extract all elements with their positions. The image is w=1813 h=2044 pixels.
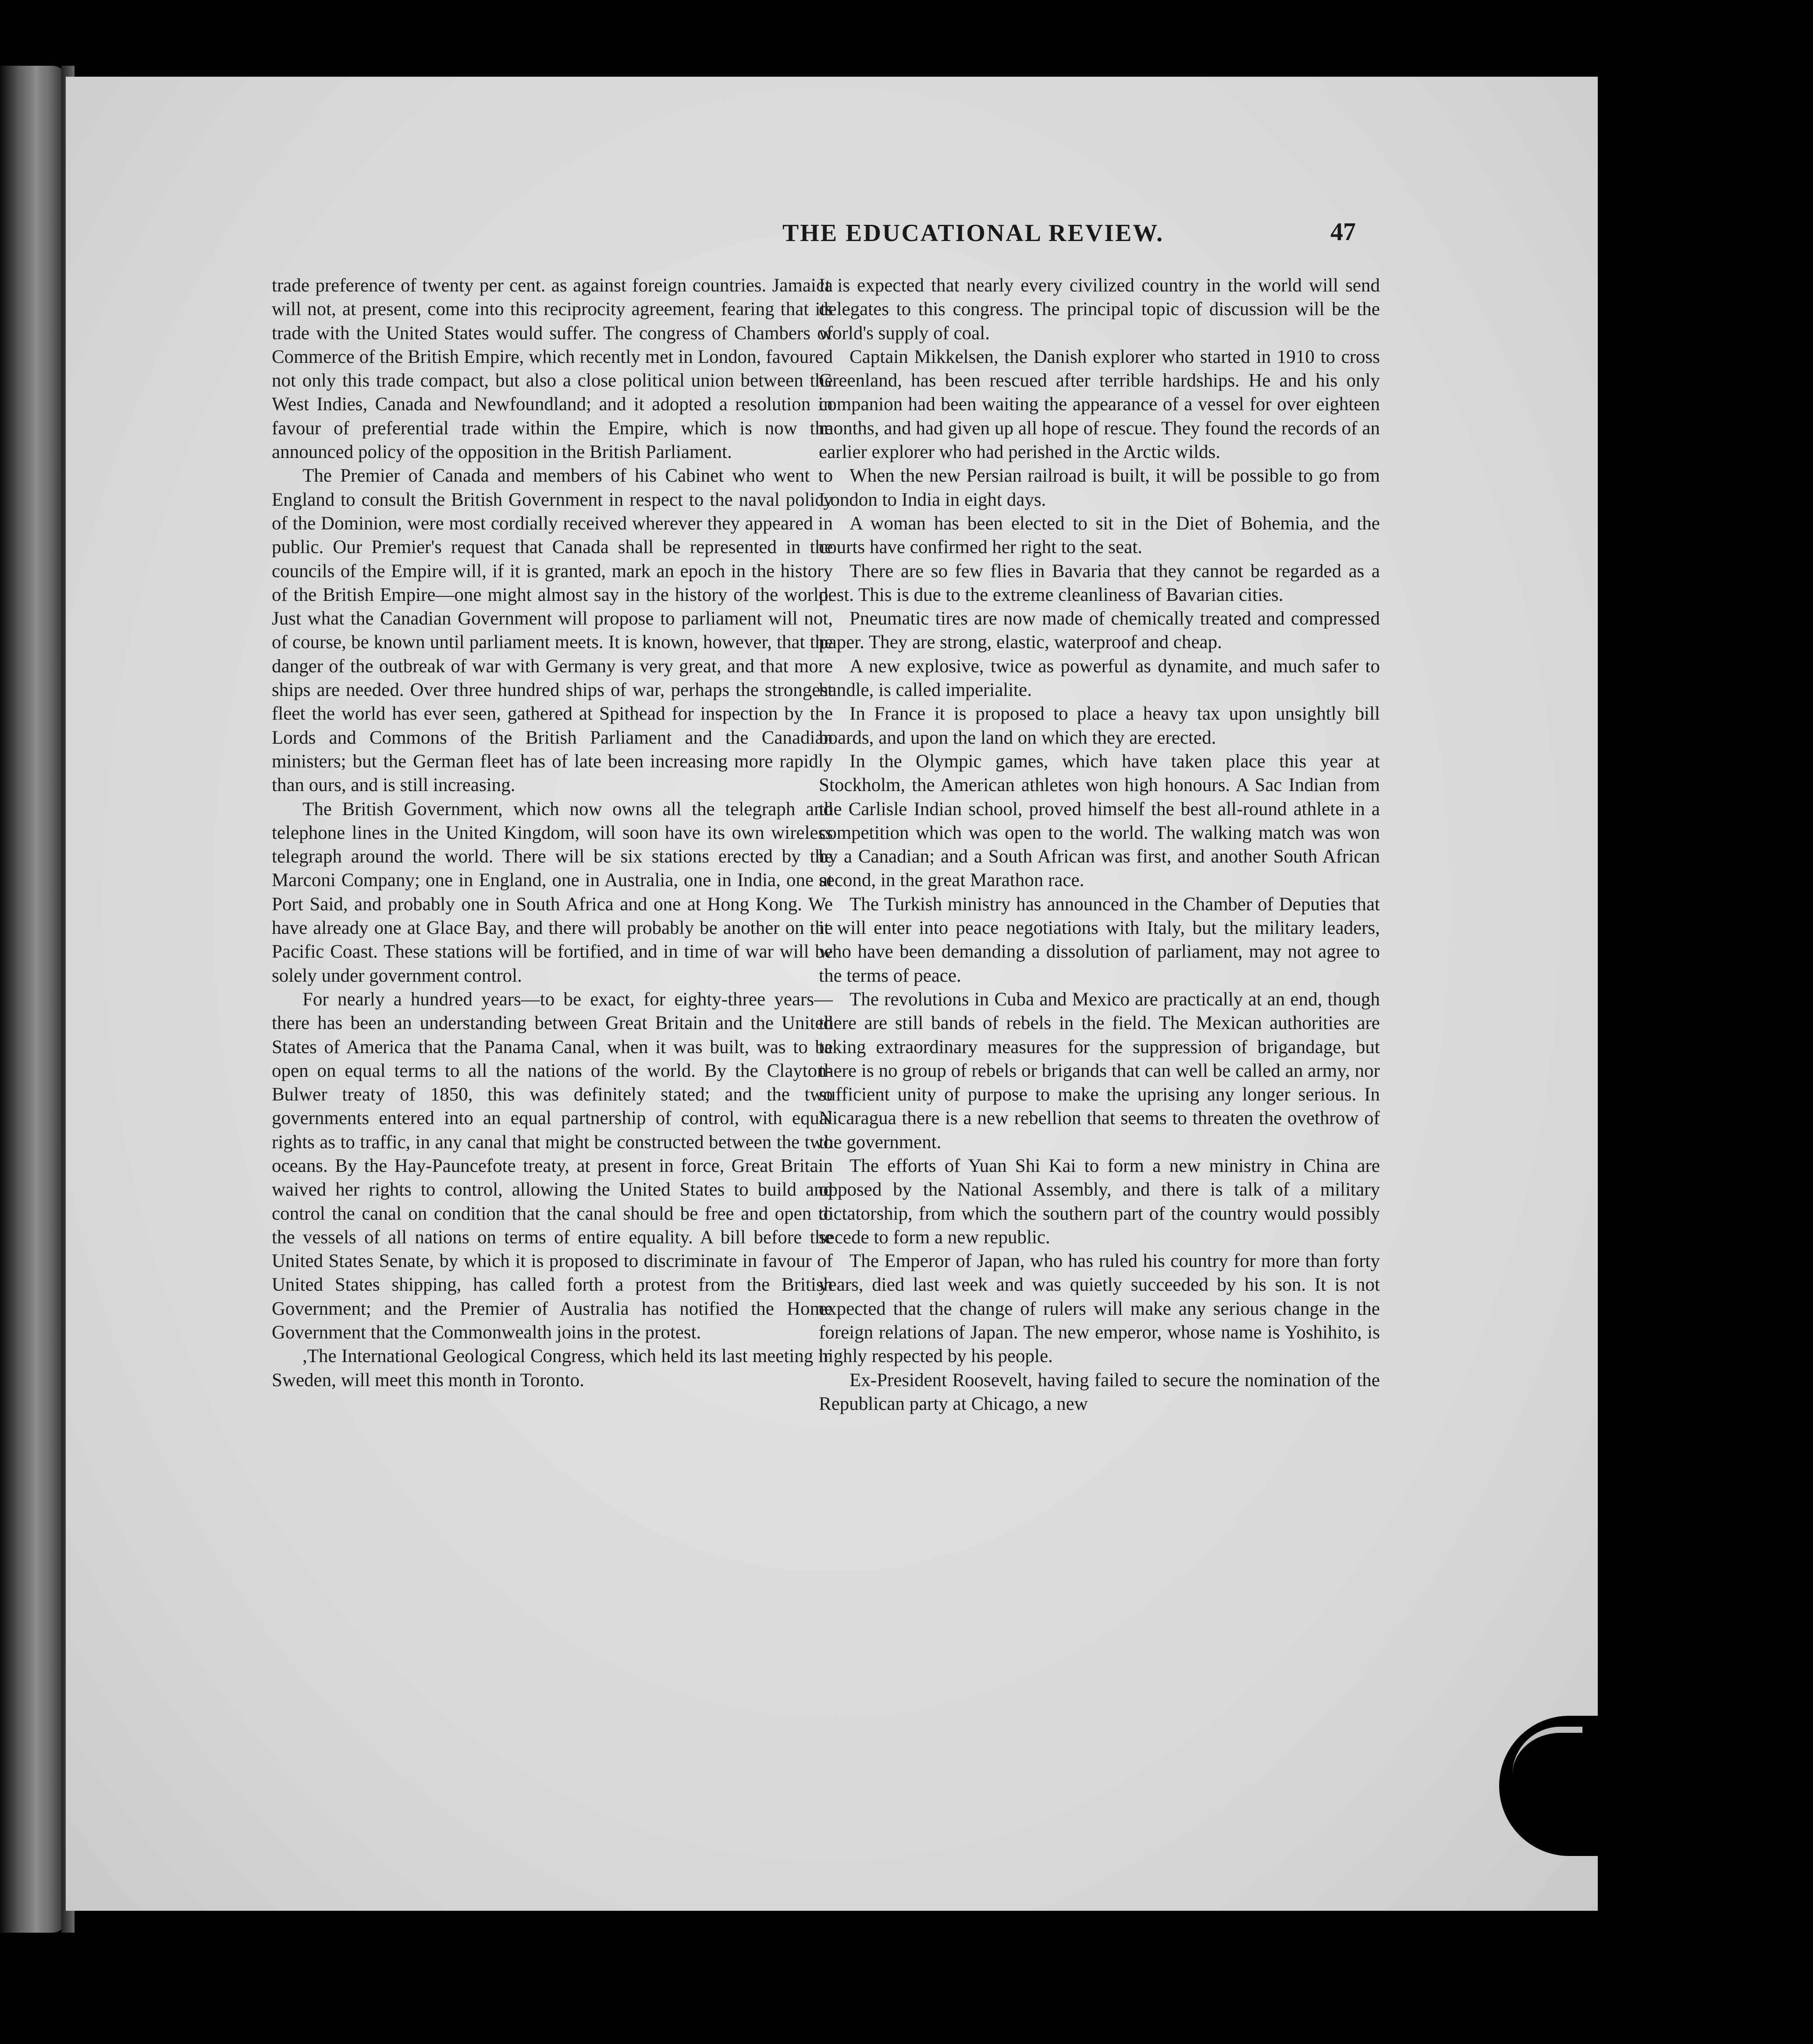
page-number: 47 [1330, 217, 1356, 246]
paragraph: Captain Mikkelsen, the Danish explorer who started in 1910 to cross Greenland, has been rescued after terrible hardships. He and his only companion had been waiting the appearance of a vessel for over eighteen months, and had given up all hope of rescue. They found the records of an earlier explorer who had perished in the Arctic wilds. [819, 346, 1380, 463]
paragraph: In France it is proposed to place a heavy tax upon unsightly bill boards, and upon the land on which they are erected. [819, 703, 1380, 748]
right-column [819, 274, 1380, 1416]
thumb-holding-page [1499, 1716, 1683, 1856]
paragraph: A new explosive, twice as powerful as dynamite, and much safer to handle, is called imperialite. [819, 656, 1380, 701]
paragraph: The Turkish ministry has announced in the Chamber of Deputies that it will enter into peace negotiations with Italy, but the military leaders, who have been demanding a dissolution of parliament, may not agree to the terms of peace. [819, 894, 1380, 986]
paragraph: There are so few flies in Bavaria that they cannot be regarded as a pest. This is due to the extreme cleanliness of Bavarian cities. [819, 561, 1380, 605]
paragraph: For nearly a hundred years—to be exact, for eighty-three years—there has been an understanding between Great Britain and the United States of America that the Panama Canal, when it was built, was to be open on equal terms to all the nations of the world. By the Clayton-Bulwer treaty of 1850, this was definitely stated; and the two governments entered into an equal partnership of control, with equal rights as to traffic, in any canal that might be constructed between the two oceans. By the Hay-Pauncefote treaty, at present in force, Great Britain waived her rights to control, allowing the United States to build and control the canal on condition that the canal should be free and open to the vessels of all nations on terms of entire equality. A bill before the United States Senate, by which it is proposed to discriminate in favour of United States shipping, has called forth a protest from the British Government; and the Premier of Australia has notified the Home Government that the Commonwealth joins in the protest. [272, 989, 833, 1343]
paragraph: ,The International Geological Congress, which held its last meeting in Sweden, will meet this month in Toronto. [272, 1346, 833, 1391]
paragraph: Pneumatic tires are now made of chemically treated and compressed paper. They are strong, elastic, waterproof and cheap. [819, 608, 1380, 653]
paragraph: It is expected that nearly every civilized country in the world will send delegates to this congress. The principal topic of discussion will be the world's supply of coal. [819, 275, 1380, 344]
running-header: THE EDUCATIONAL REVIEW. [782, 220, 1164, 247]
paragraph: The British Government, which now owns all the telegraph and telephone lines in the United Kingdom, will soon have its own wireless telegraph around the world. There will be six stations erected by the Marconi Company; one in England, one in Australia, one in India, one at Port Said, and probably one in South Africa and one at Hong Kong. We have already one at Glace Bay, and there will probably be another on the Pacific Coast. These stations will be fortified, and in time of war will be solely under government control. [272, 798, 833, 986]
left-column [272, 274, 833, 1392]
paragraph: A woman has been elected to sit in the Diet of Bohemia, and the courts have confirmed her right to the seat. [819, 513, 1380, 558]
paragraph: Ex-President Roosevelt, having failed to secure the nomination of the Republican party at Chicago, a new [819, 1370, 1380, 1414]
paragraph: The revolutions in Cuba and Mexico are practically at an end, though there are still bands of rebels in the field. The Mexican authorities are taking extraordinary measures for the suppression of brigandage, but there is no group of rebels or brigands that can well be called an army, nor sufficient unity of purpose to make the uprising any longer serious. In Nicaragua there is a new rebellion that seems to threaten the ovethrow of the government. [819, 989, 1380, 1153]
paragraph: The efforts of Yuan Shi Kai to form a new ministry in China are opposed by the National Assembly, and there is talk of a military dictatorship, from which the southern part of the country would possibly secede to form a new republic. [819, 1155, 1380, 1248]
paragraph: The Emperor of Japan, who has ruled his country for more than forty years, died last week and was quietly succeeded by his son. It is not expected that the change of rulers will make any serious change in the foreign relations of Japan. The new emperor, whose name is Yoshihito, is highly respected by his people. [819, 1251, 1380, 1367]
paragraph: In the Olympic games, which have taken place this year at Stockholm, the American athletes won high honours. A Sac Indian from the Carlisle Indian school, proved himself the best all-round athlete in a competition which was open to the world. The walking match was won by a Canadian; and a South African was first, and another South African second, in the great Marathon race. [819, 751, 1380, 891]
book-binding [0, 66, 66, 1933]
paragraph: The Premier of Canada and members of his Cabinet who went to England to consult the British Government in respect to the naval policy of the Dominion, were most cordially received wherever they appeared in public. Our Premier's request that Canada shall be represented in the councils of the Empire will, if it is granted, mark an epoch in the history of the British Empire—one might almost say in the history of the world. Just what the Canadian Government will propose to parliament will not, of course, be known until parliament meets. It is known, however, that the danger of the outbreak of war with Germany is very great, and that more ships are needed. Over three hundred ships of war, perhaps the strongest fleet the world has ever seen, gathered at Spithead for inspection by the Lords and Commons of the British Parliament and the Canadian ministers; but the German fleet has of late been increasing more rapidly than ours, and is still increasing. [272, 465, 833, 796]
paragraph: When the new Persian railroad is built, it will be possible to go from London to India in eight days. [819, 465, 1380, 510]
paragraph: trade preference of twenty per cent. as against foreign countries. Jamaica will not, at present, come into this reciprocity agreement, fearing that its trade with the United States would suffer. The congress of Chambers of Commerce of the British Empire, which recently met in London, favoured not only this trade compact, but also a close political union between the West Indies, Canada and Newfoundland; and it adopted a resolution in favour of preferential trade within the Empire, which is now the announced policy of the opposition in the British Parliament. [272, 275, 833, 463]
